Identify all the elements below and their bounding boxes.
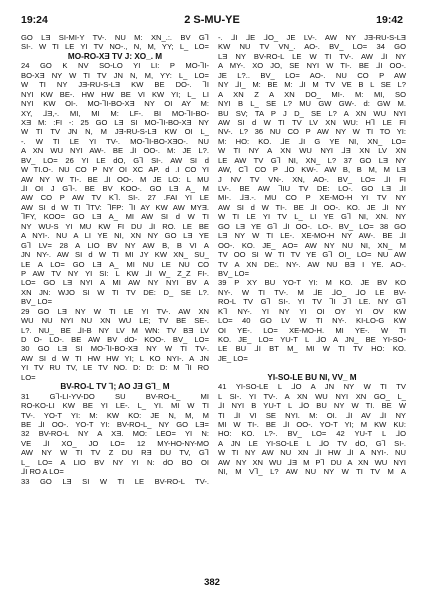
text-line: L SI-. YI TV-. A XN WU NYI XN GO_ L_ [218, 391, 406, 401]
text-line: TV A XN DE:. NY-. AW NU BƎ I YE. AO-. [218, 259, 406, 269]
text-line: W TI NY JƎ-RU-S-LƎ KW BE DO-. ⅂I [21, 80, 209, 90]
text-line: KO. JE_ LO= YU-T L ⅃O A JN_ BE YI-SO- [218, 335, 406, 344]
right-column [218, 33, 406, 569]
text-line: W TI TV JN N, M JƎ-RU-S-LƎ KW OI L_ [21, 127, 209, 137]
text-columns [21, 33, 406, 569]
text-line: TV-. YO-T YI: M: KW KO: JE N, M, M [21, 410, 209, 420]
text-line: NY WU-S YI MU KW FI DU ⅃I RO. LE BE [21, 221, 209, 231]
text-line: ⅃I OI J G⅂-. BE BV KOO-. GO LƎ A_ M [21, 184, 209, 193]
section-heading: BV-RO-L TV ⅂; AO JƎ G⅂_ M [60, 382, 170, 392]
text-line: RO-KO-LI KW BE YI LE-. L_ YI. MI W TI [21, 401, 209, 411]
text-line: LE A LO= GO LƎ A_ MI NU LE NU CO [21, 259, 209, 269]
header-left-reference: 19:24 [21, 14, 48, 26]
text-line: LƎ NY W TI LE-. XE-MO-H NY AW-. BE ⅃I [218, 231, 406, 241]
text-line: BO-XƎ NY W TI TV JN N, M, YY: L_ LO= [21, 70, 209, 80]
text-line: AW NY W TI-. BE ⅃I OO-. M JE LO: L MU [21, 174, 209, 184]
text-line: 39 P XY BU YO-T YI: M KO. JE BV KO [218, 278, 406, 288]
text-line: A MY-. XO JO, SE NYI W TI-. BE ⅃I OO-. [218, 61, 406, 71]
text-line: SI-. W TI LE YI TV NO-., N, M, YY; L_ LO= [21, 42, 209, 52]
text-line: A XN WU NYI AW-. BE ⅃I OO-. M: JE L?. [21, 146, 209, 156]
text-line: LE AW TV G⅂ NI, XN_ L? 37 GO LƎ NY [218, 155, 406, 165]
text-line: ⅃I NYI B YU-T L ⅃O BU NY W TI. BE W [218, 401, 406, 411]
text-line: L_ LO= A LIO BV NY YI N: dO BO OI [21, 457, 209, 467]
text-line: AW SI d W TI-. BE ⅃I OO-. KO. JE ⅃I NY [218, 202, 406, 212]
text-line: AW, C⅂ CO P ⅃O KW-. AW B, B M, M LƎ [218, 165, 406, 175]
section-heading: MO-RO-XƎ TV J: XO_. M [67, 51, 163, 61]
text-line: A XN Z A XN DO_ MI-. M: MI, SO [218, 89, 406, 99]
text-line: NYI KW BE-. HW HW BE VI KW YI; L_ LI [21, 89, 209, 99]
text-line: K⅂ NY-. YI NY YI OI OY YI OV KW [218, 306, 406, 316]
text-line: LƎ NY BV-RO-L LE W TI TV-. AW ⅃I NY [218, 51, 406, 61]
text-line: L?. NU_ BE ⅃I-B NY LV M WN: TV BƎ LV [21, 325, 209, 335]
text-line: D O- LO-. BE AW BV dO- KOO-. BV_ LO= [21, 335, 209, 344]
text-line: XY, ⅃Ǝ,-. MI, MI M: LF-. BI MO-⅂I-BO- [21, 108, 209, 118]
left-column [21, 33, 209, 569]
text-line: BV_ LO= 26 YI LE dO, G⅂ SI-. AW SI d [21, 155, 209, 165]
text-line: MI W TI-. BE ⅃I OO-. YO-T YI; M KW KU: [218, 419, 406, 429]
text-line: BE ⅃I OO-. YO-T YI: BV-RO-L_ NY GO LƎ= [21, 419, 209, 429]
header-right-reference: 19:42 [376, 14, 403, 26]
text-line: YI TV RU TV, LE TV NO. D: D: D: M ⅂I RO [21, 363, 209, 373]
text-line: A NYI-. NU A LI YE NI, XN NY GO LƎ YE [21, 231, 209, 241]
text-line: BU SV; TA P J D_ SE L? A XN WU NYI [218, 108, 406, 118]
text-line: 29 GO LƎ NY W TI LE YI TV-. AW XN [21, 306, 209, 316]
text-line: JN NY-. AW SI d W TI MI JY KW XN_ SU_ [21, 250, 209, 260]
text-line: NI, M V⅂_ L? AW NU NY W TI TV M A [218, 467, 406, 477]
text-line: GO LƎ SI-MI-Y TV-. NU M: XN_.:. BV G⅂ [21, 33, 209, 42]
text-line: TV OO SI W TI TV YE G⅂ OI_ LO= NU AW [218, 250, 406, 260]
text-line: 31 G⅂-LI-YV-DO SU BV-RO-L_ MI [21, 391, 209, 401]
text-line: RO-L TV G⅂ SI-. YI TV ⅂I J⅂ LE. NY G⅂ [218, 297, 406, 307]
text-line: JE L?.. BV_ LO= AO-. NU CO P AW [218, 70, 406, 80]
text-line: P AW TV NY YI SI: L KW ⅃I W_ Z_Z FI-. [21, 268, 209, 278]
text-line: OI YE-. LO= XE-MO-H. MI YE-. W TI [218, 325, 406, 335]
text-line: ⅃I RO A LO= [21, 467, 64, 477]
text-line: AW NY W TI TV Z DU RƎ DU TV, G⅂ [21, 448, 209, 458]
text-line: AW SI d W TI TV LV XN WU: H⅂ LE FI [218, 117, 406, 127]
text-line: NYI KW OI-. MO-⅂I-BO-XƎ NY OI AY M: [21, 99, 209, 109]
text-line: XN JN: WJO SI W TI TV DE: D_ SE L?. [21, 287, 209, 297]
text-line: LO= 40 GO LV W TI NY-. KI-LO-G KW [218, 316, 406, 326]
text-line: W TI NY AW NU XN ⅃I HW ⅃I A NYI-. NU [218, 448, 406, 458]
text-line: ⅂FY, KOO= GO LƎ A_ MI AW SI d W TI [21, 212, 209, 222]
text-line: TI ⅃I VI SE NYI. M: OI. ⅃I AV ⅃I NY [218, 410, 406, 420]
text-line: 33 GO LƎ SI W TI LE BV-RO-L TV-. [21, 476, 209, 486]
text-line: -. W TI LE YI TV-. MO-⅂I-BO-XƎO-. NU [21, 136, 209, 146]
text-line: 41 YI-SO-LE L ⅃O A JN NY W TI TV [218, 382, 406, 392]
page-number: 382 [204, 577, 220, 588]
text-line: M: HO: KO. ⅃E ⅃I G YE NI, XN_ LO= [218, 136, 406, 146]
text-line: LV-. BE AW ⅂IU TV DE: LO-. GO LƎ ⅃I [218, 184, 406, 193]
text-line: 24 GO K NV SO-LO YI LI: P MO-⅂I- [21, 61, 209, 71]
running-header [0, 14, 424, 30]
text-line: G⅂ LV= 28 A LIO BV NY AW B, B VI A [21, 240, 209, 250]
text-line: NYI B L_ SE L? MU GW GW-. d: GW M. [218, 99, 406, 109]
text-line: NY ⅃I_ M: BE M: ⅃I M TV VE B L SE L? [218, 80, 406, 90]
text-line: LE BU ⅃I BT M_ MI W TI TV HO: KO. [218, 344, 406, 354]
section-heading: YI-SO-LE BU NI, VV_ M [267, 372, 357, 382]
text-line: HO: KO. L?-. BV_ LO= 42 YU-T L ⅃O [218, 429, 406, 439]
text-line: MI-. ⅃Ǝ.-. MU CO P XE-MO-H YI TV NY [218, 193, 406, 203]
text-line: OO-. KO. JE_ AO= AW NY NU NI, XN_ M [218, 240, 406, 250]
text-line: VE ⅃I XO_ JO LO= 12 MY-HO-NY-MO [21, 438, 209, 448]
text-line: NV-. L? 36 NU CO P AW NY W TI TO YI: [218, 127, 406, 137]
text-line: AW NY XN WU ⅃Ǝ M P⅂ DU A XN WU NYI [218, 457, 406, 467]
text-line: LO= [21, 372, 36, 382]
text-line: AW SI d W TI ⅂TV: ⅂FP: ⅂I AY KW AW MYƎ. [21, 202, 209, 212]
text-line: W TI NY A XN WU NYI ⅃Ǝ XN LV XN [218, 146, 406, 156]
text-line: BV_ LO= [218, 268, 250, 278]
text-line: W TI LE YI TV L_ LI YE G⅂ NI, XN. NY [218, 212, 406, 222]
text-line: XƎ M: :FI -: 25 GO LƎ SI MO-⅂I-BO-XƎ NY [21, 117, 209, 127]
text-line: -. ⅃I ⅃E ⅃O_ JE LV-. AW NY JƎ-RU-S-LƎ [218, 33, 406, 42]
text-line: 30 GO LƎ SI MO-⅂I-BO-XƎ NY W TI TV-. [21, 344, 209, 354]
text-line: J NV TV VN-. XN, AO-. BV_ LO= ⅃I FI [218, 174, 406, 184]
text-line: JE_ LO= [218, 353, 248, 363]
text-line: BV_ LO= [21, 297, 53, 307]
text-line: W TI.O-. NU CO P NY OI XC AP. d .I CO YI [21, 165, 209, 175]
text-line: AW SI d W TI HW HW YI; L KO NYI-. A JN [21, 353, 209, 363]
text-line: WU NU NYI NU XN WU LE; TV BE SE-. [21, 316, 209, 326]
text-line: KW NU TV VN_. AO-. BV_ LO= 34 GO [218, 42, 406, 52]
text-line: LO= GO LƎ NYI A MI AW NY NYI BV A [21, 278, 209, 288]
text-line: GO LƎ YE G⅂ ⅃I OO-. LO-. BV_ LO= 38 GO [218, 221, 406, 231]
text-line: AW CO P AW TV K⅂. SI-. 27 .FAI YI LE [21, 193, 209, 203]
header-book-title: 2 S-MU-YE [184, 14, 240, 26]
blank-line [218, 363, 406, 372]
text-line: NY-. W TI TV-. M ⅃E ⅃O_ ⅃O LE BV- [218, 287, 406, 297]
text-line: A JN LE YI-SO-LE L ⅃O TV dO, G⅂ SI-. [218, 438, 406, 448]
text-line: 32 BV-RO-L NY A XƎ. MO: LEO= YI N: [21, 429, 209, 439]
